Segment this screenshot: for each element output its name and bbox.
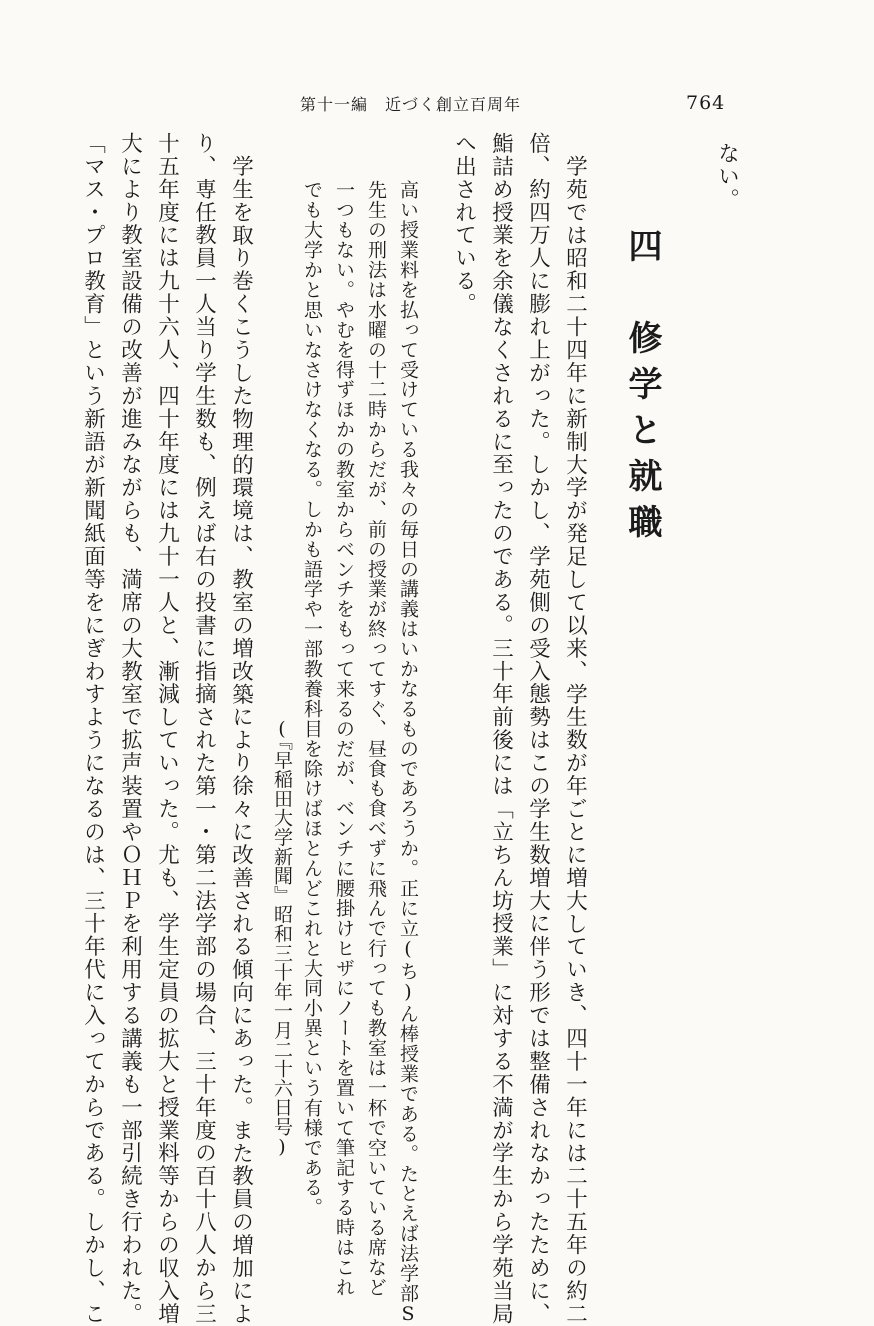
quote-line3: 一つもない。やむを得ずほかの教室からベンチをもって来るのだが、ベンチに腰掛けヒザにノートを置いて筆記する時はこれ [333, 180, 355, 1298]
quote-line2: 先生の刑法は水曜の十二時からだが、前の授業が終ってすぐ、昼食も食べずに飛んで行っても教室は一杯で空いている席など [365, 180, 387, 1298]
quote-line4: でも大学かと思いなさけなくなる。しかも語学や一部教養科目を除けばほとんどこれと大同小異という有様である。 [301, 180, 323, 1218]
previous-text-end: ない。 [714, 142, 740, 211]
paragraph1-line4: へ出されている。 [451, 132, 477, 316]
paragraph2-line1: 学生を取り巻くこうした物理的環境は、教室の増改築により徐々に改善される傾向にあった。また教員の増加によ [228, 155, 254, 1326]
paragraph1-line3: 鮨詰め授業を余儀なくされるに至ったのである。三十年前後には「立ちん坊授業」に対する不満が学生から学苑当局 [488, 132, 514, 1326]
quote-citation: (『早稲田大学新聞』昭和三十年一月二十六日号) [271, 718, 293, 1159]
page-number: 764 [686, 92, 726, 114]
paragraph2-line3: 十五年度には九十六人、四十年度には九十一人と、漸減していった。尤も、学生定員の拡大と授業料等からの収入増 [154, 132, 180, 1326]
running-header: 第十一編 近づく創立百周年 [300, 95, 522, 114]
paragraph1-line2: 倍、約四万人に膨れ上がった。しかし、学苑側の受入態勢はこの学生数増大に伴う形では整備されなかったために、 [525, 132, 551, 1326]
quote-line1: 高い授業料を払って受けている我々の毎日の講義はいかなるものであろうか。正に立(ち)ん棒授業である。たとえば法学部S [397, 180, 419, 1326]
paragraph1-line1: 学苑では昭和二十四年に新制大学が発足して以来、学生数が年ごとに増大していき、四十一年には二十五年の約二 [562, 155, 588, 1326]
paragraph2-line5: 「マス・プロ教育」という新語が新聞紙面等をにぎわすようになるのは、三十年代に入ってからである。しかし、こ [80, 132, 106, 1326]
paragraph2-line2: り、専任教員一人当り学生数も、例えば右の投書に指摘された第一・第二法学部の場合、三十年度の百十八人から三 [191, 132, 217, 1326]
paragraph2-line4: 大により教室設備の改善が進みながらも、満席の大教室で拡声装置やＯＨＰを利用する講義も一部引続き行われた。 [117, 132, 143, 1326]
section-heading: 四 修学と就職 [622, 228, 662, 550]
